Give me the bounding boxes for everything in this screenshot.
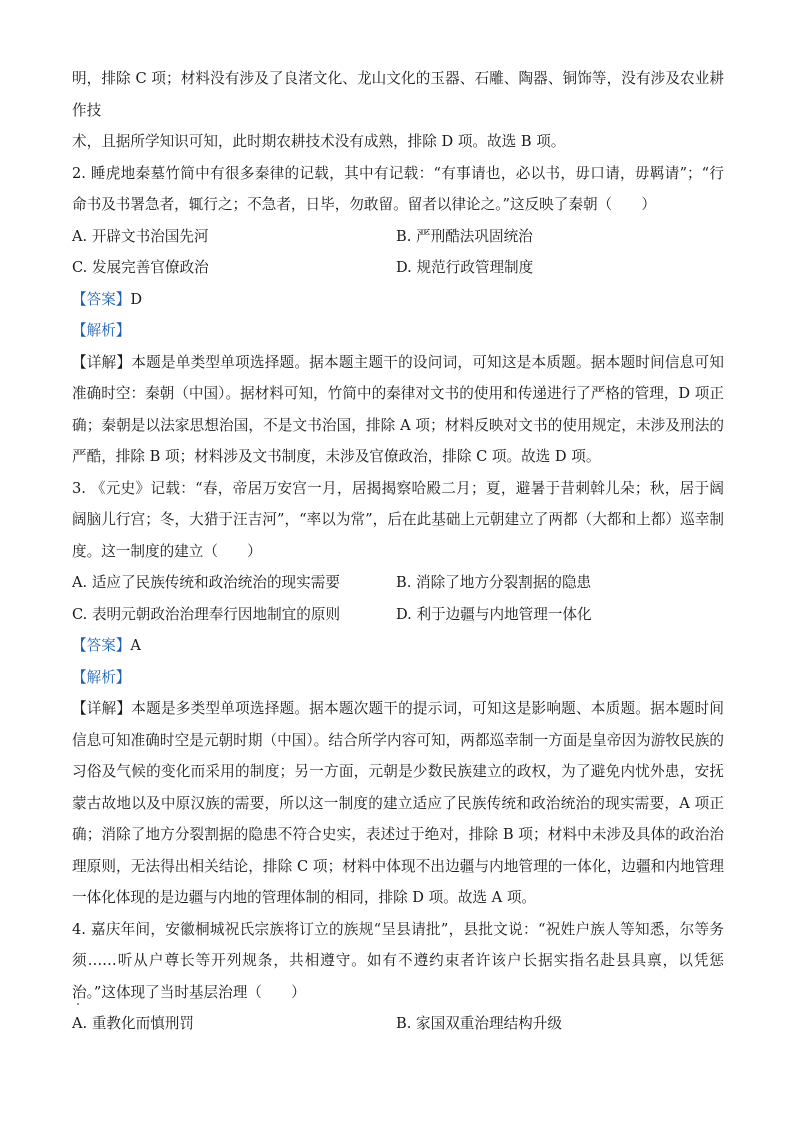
detail-tag: 【详解】 — [72, 700, 132, 717]
option-text: 表明元朝政治治理奉行因地制宜的原则 — [91, 605, 341, 623]
q3-option-a[interactable] — [72, 567, 396, 599]
q4-stem: 4. 嘉庆年间，安徽桐城祝氏宗族将订立的族规“呈县请批”，县批文说：“祝姓户族人等知悉，尔等务须……听从户尊长等开列规条，共相遵守。如有不遵约束者许该户长据实指名赴县具禀，以凭惩治。”这体现了当时基层治理（ ） — [72, 920, 724, 1001]
intro-paragraph — [72, 63, 724, 158]
stray-mark — [77, 1003, 79, 1005]
analysis-tag: 【解析】 — [72, 668, 131, 686]
q2-detail — [72, 347, 724, 473]
q2-option-d[interactable] — [396, 252, 720, 284]
q3-option-b[interactable] — [396, 567, 720, 599]
q3-answer — [72, 630, 724, 662]
answer-value: A — [130, 637, 141, 654]
q2-option-b[interactable] — [396, 221, 720, 253]
option-label: B. — [396, 574, 412, 591]
option-label: D. — [396, 605, 412, 623]
q4-options — [72, 1008, 724, 1040]
option-label: D. — [396, 259, 412, 276]
option-text: 重教化而慎刑罚 — [91, 1015, 194, 1032]
detail-text: 本题是多类型单项选择题。据本题次题干的提示词，可知这是影响题、本质题。据本题时间信息可知准确时空是元朝时期（中国）。结合所学内容可知，两都巡幸制一方面是皇帝因为游牧民族的习俗及气候的变化而采用的制度；另一方面，元朝是少数民族建立的政权，为了避免内忧外患，安抚蒙古故地以及中原汉族的需要，所以这一制度的建立适应了民族传统和政治统治的现实需要，A 项正确；消除了地方分裂割据的隐患不符合史实，表述过于绝对，排除 B 项；材料中未涉及具体的政治治理原则，无法得出相关结论，排除 C 项；材料中体现不出边疆与内地管理的一体化，边疆和内地管理一体化体现的是边疆与内地的管理体制的相同，排除 D 项。故选 A 项。 — [72, 700, 724, 906]
option-label: A. — [72, 574, 88, 591]
answer-tag: 【答案】 — [72, 290, 131, 308]
intro-line-1: 明，排除 C 项；材料没有涉及了良渚文化、龙山文化的玉器、石雕、陶器、铜饰等，没有涉及农业耕作技 — [72, 70, 724, 119]
analysis-tag: 【解析】 — [72, 322, 131, 339]
q3-option-c[interactable] — [72, 599, 396, 631]
option-text: 家国双重治理结构升级 — [416, 1015, 562, 1032]
option-text: 规范行政管理制度 — [416, 259, 534, 276]
answer-tag: 【答案】 — [72, 637, 131, 654]
intro-line-2: 术，且据所学知识可知，此时期农耕技术没有成熟，排除 D 项。故选 B 项。 — [72, 133, 566, 150]
option-text: 利于边疆与内地管理一体化 — [416, 605, 592, 623]
option-label: B. — [396, 1015, 412, 1032]
option-label: C. — [72, 605, 88, 623]
q3-options — [72, 567, 724, 630]
option-label: C. — [72, 259, 88, 276]
q2-options — [72, 221, 724, 284]
q3-analysis-heading — [72, 662, 724, 694]
q4-option-b[interactable] — [396, 1008, 720, 1040]
q2-analysis-heading — [72, 315, 724, 347]
detail-text: 本题是单类型单项选择题。据本题主题干的设问词，可知这是本质题。据本题时间信息可知准确时空：秦朝（中国）。据材料可知，竹简中的秦律对文书的使用和传递进行了严格的管理，D 项正确；秦朝是以法家思想治国，不是文书治国，排除 A 项；材料反映对文书的使用规定，未涉及刑法的严酷，排除 B 项；材料涉及文书制度，未涉及官僚政治，排除 C 项。故选 D 项。 — [72, 353, 724, 465]
q3-option-d[interactable] — [396, 599, 720, 631]
answer-value: D — [130, 290, 143, 308]
option-label: A. — [72, 1015, 88, 1032]
q2-option-a[interactable] — [72, 221, 396, 253]
option-label: A. — [72, 227, 88, 245]
option-text: 发展完善官僚政治 — [91, 259, 209, 276]
option-text: 消除了地方分裂割据的隐患 — [416, 574, 592, 591]
q2-option-c[interactable] — [72, 252, 396, 284]
q2-stem: 2. 睡虎地秦墓竹简中有很多秦律的记载，其中有记载：“有事请也，必以书，毋口请，毋羁请”；“行命书及书署急者，辄行之；不急者，日毕，勿敢留。留者以律论之。”这反映了秦朝（ ） — [72, 164, 724, 213]
q4-option-a[interactable] — [72, 1008, 396, 1040]
option-label: B. — [396, 227, 412, 245]
detail-tag: 【详解】 — [72, 353, 132, 371]
option-text: 严刑酷法巩固统治 — [416, 227, 533, 245]
document-page — [72, 63, 724, 1040]
q2-answer — [72, 284, 724, 316]
q3-detail — [72, 693, 724, 914]
option-text: 开辟文书治国先河 — [91, 227, 209, 245]
q3-stem: 3. 《元史》记载：“春，帝居万安宫一月，居揭揭察哈殿二月；夏，避暑于昔刺斡儿朵；秋，居于阔阔脑儿行宫；冬，大猎于汪吉河”，“率以为常”，后在此基础上元朝建立了两都（大都和上都）巡幸制度。这一制度的建立（ ） — [72, 479, 724, 560]
option-text: 适应了民族传统和政治统治的现实需要 — [91, 574, 340, 591]
